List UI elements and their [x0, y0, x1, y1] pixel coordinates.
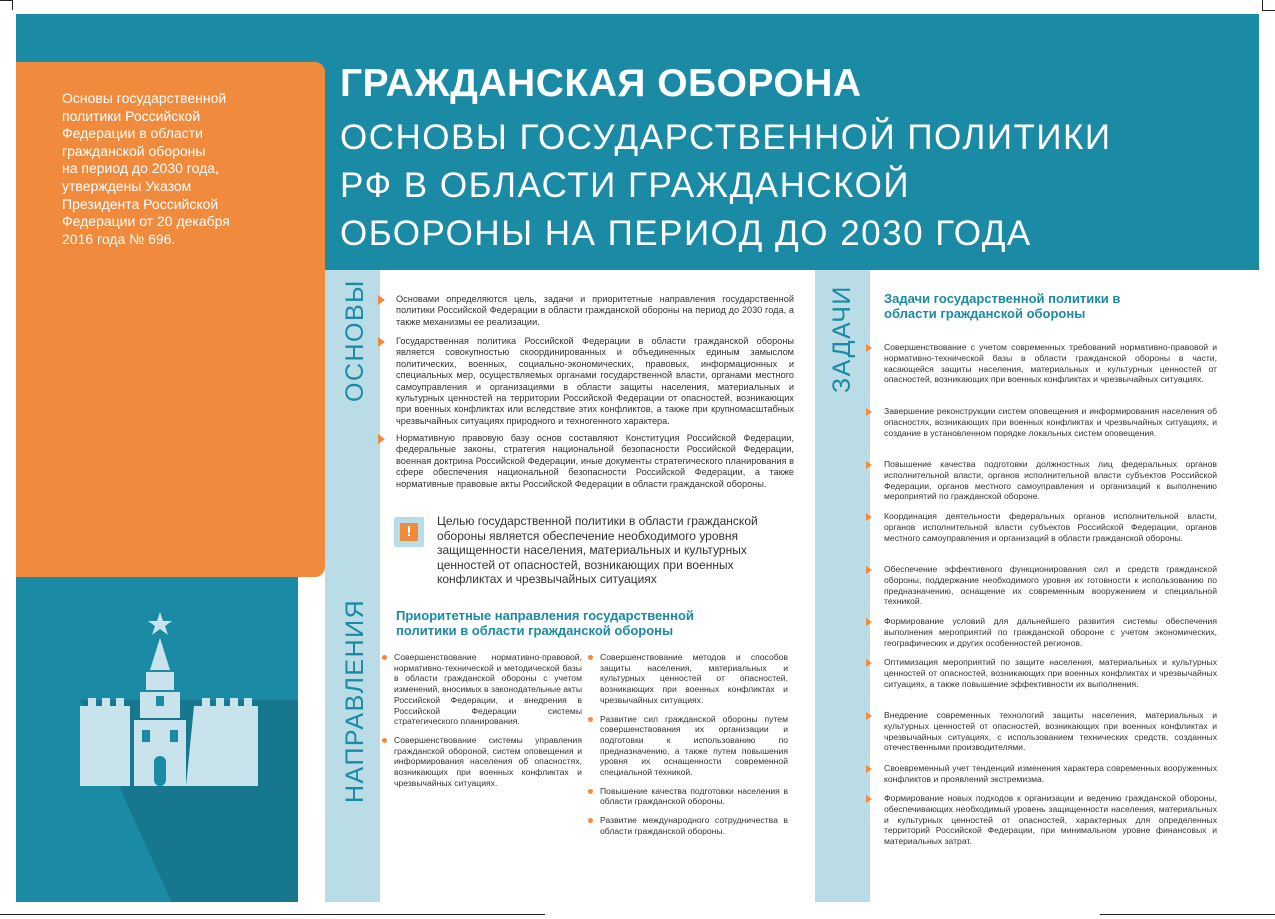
crop-mark-top-left-v [12, 0, 13, 10]
task-item: Повышение качества подготовки должностных лиц федеральных органов исполнительной власти, органов исполнительной власти субъектов Российской Федерации, органов местного самоуправления и организаций к выполнению мероприятий по гражданской обороне. [884, 459, 1217, 502]
arrow-bullet-icon [866, 513, 872, 521]
dot-bullet-icon [588, 655, 593, 660]
task-item: Оптимизация мероприятий по защите населения, материальных и культурных ценностей от опасностей, возникающих при военных конфликтах и чрезвычайных ситуациях, а также повышение эффективности их выполнения. [884, 657, 1217, 689]
arrow-bullet-icon [866, 566, 872, 574]
intro-line: Основы государственной [62, 90, 227, 106]
napravleniya-list-right [588, 652, 788, 845]
dot-bullet-icon [382, 738, 387, 743]
dot-bullet-icon [588, 789, 593, 794]
task-item: Совершенствование с учетом современных требований нормативно-правовой и нормативно-технической базы в области гражданской обороны в части, касающейся защиты населения, материальных и культурных ценностей от опасностей, возникающих при военных конфликтах и чрезвычайных ситуациях. [884, 342, 1217, 385]
crop-mark-top-right-v [1262, 0, 1263, 10]
intro-line: политики Российской [62, 107, 201, 124]
arrow-bullet-icon [378, 434, 385, 444]
arrow-bullet-icon [866, 408, 872, 416]
task-item: Обеспечение эффективного функционирования сил и средств гражданской обороны, поддержание необходимого уровня их готовности к использованию по предназначению, оснащение их современным вооружением и специальной техникой. [884, 564, 1217, 607]
intro-line: гражданской обороны [62, 142, 206, 159]
task-item: Формирование новых подходов к организации и ведению гражданской обороны, обеспечивающих необходимый уровень защищенности населения, материальных и культурных ценностей от опасностей, характерных для определенных территорий Российской Федерации, при минимальном уровне финансовых и материальных затрат. [884, 793, 1217, 847]
list-item: Развитие международного сотрудничества в области гражданской обороны. [588, 815, 788, 836]
osnovy-paragraph: Основами определяются цель, задачи и приоритетные направления государственной политики Российской Федерации в области гражданской обороны на период до 2030 года, а также механизмы ее реализации. [396, 294, 794, 328]
subtitle-line: РФ В ОБЛАСТИ ГРАЖДАНСКОЙ [340, 166, 911, 205]
intro-line: 2016 года № 696. [62, 230, 176, 247]
dot-bullet-icon [588, 717, 593, 722]
kremlin-tower-icon [70, 608, 270, 788]
subtitle-line: ОБОРОНЫ НА ПЕРИОД ДО 2030 ГОДА [340, 214, 1032, 253]
dot-bullet-icon [588, 818, 593, 823]
intro-line: Президента Российской [62, 195, 219, 212]
goal-statement: Целью государственной политики в области гражданской обороны является обеспечение необходимого уровня защищенности населения, материальных и культурных ценностей от опасностей, возникающих при военных конфликтах и чрезвычайных ситуациях [437, 514, 758, 586]
task-item: Координация деятельности федеральных органов исполнительной власти, органов исполнительной власти субъектов Российской Федерации, органов местного самоуправления и организаций в области гражданской обороны. [884, 511, 1217, 543]
intro-line: Федерации от 20 декабря [62, 213, 230, 230]
crop-mark-bottom-right [1100, 914, 1275, 915]
task-item: Формирование условий для дальнейшего развития системы обеспечения выполнения мероприятий по гражданской обороне с учетом экономических, географических и других особенностей регионов. [884, 616, 1217, 648]
arrow-bullet-icon [866, 618, 872, 626]
osnovy-paragraph: Государственная политика Российской Федерации в области гражданской обороны является совокупностью скоординированных и объединенных единым замыслом политических, военных, социально-экономических, правовых, информационных и специальных мер, осуществляемых органами государственной власти, органами местного самоуправления и организациями в области защиты населения, материальных и культурных ценностей на территории Российской Федерации от опасностей, возникающих при военных конфликтах или вследствие этих конфликтов, а также при крупномасштабных чрезвычайных ситуациях природного и техногенного характера. [396, 336, 794, 427]
crop-mark-top-right [1262, 10, 1275, 11]
arrow-bullet-icon [378, 295, 385, 305]
intro-line: Федерации в области [62, 125, 203, 142]
list-item: Развитие сил гражданской обороны путем совершенствования их организации и подготовки к использованию по предназначению, а также путем повышения уровня их оснащенности современной специальной техникой. [588, 714, 788, 778]
arrow-bullet-icon [866, 765, 872, 773]
list-item: Совершенствование методов и способов защиты населения, материальных и культурных ценностей от опасностей, возникающих при военных конфликтах и чрезвычайных ситуациях. [588, 652, 788, 706]
page-title: ГРАЖДАНСКАЯ ОБОРОНА [340, 62, 862, 105]
label-zadachi: ЗАДАЧИ [828, 285, 856, 393]
subtitle-line: ОСНОВЫ ГОСУДАРСТВЕННОЙ ПОЛИТИКИ [340, 118, 1112, 157]
intro-line: утверждены Указом [62, 177, 192, 194]
intro-line: на период до 2030 года, [62, 160, 219, 177]
arrow-bullet-icon [378, 337, 385, 347]
warning-icon: ! [394, 517, 424, 547]
list-item: Совершенствование системы управления гражданской обороной, систем оповещения и информирования населения об опасностях, возникающих при военных конфликтах и чрезвычайных ситуациях. [382, 735, 582, 789]
arrow-bullet-icon [866, 659, 872, 667]
arrow-bullet-icon [866, 712, 872, 720]
crop-mark-top-left [0, 0, 12, 1]
page-subtitle [340, 114, 1240, 258]
osnovy-paragraph: Нормативную правовую базу основ составляют Конституция Российской Федерации, федеральные законы, стратегия национальной безопасности Российской Федерации, военная доктрина Российской Федерации, иные документы стратегического планирования в сфере обеспечения национальной безопасности Российской Федерации, а также нормативные правовые акты Российской Федерации в области гражданской обороны. [396, 433, 794, 490]
label-napravleniya: НАПРАВЛЕНИЯ [341, 598, 369, 803]
intro-text [62, 90, 282, 248]
zadachi-title: Задачи государственной политики в области гражданской обороны [884, 291, 1121, 321]
task-item: Завершение реконструкции систем оповещения и информирования населения об опасностях, возникающих при военных конфликтах и чрезвычайных ситуациях, и создание в установленном порядке локальных систем оповещения. [884, 406, 1217, 438]
task-item: Своевременный учет тенденций изменения характера современных вооруженных конфликтов и проявлений экстремизма. [884, 763, 1217, 785]
task-item: Внедрение современных технологий защиты населения, материальных и культурных ценностей от опасностей, возникающих при военных конфликтах и чрезвычайных ситуациях, с использованием технических средств, созданных отечественными производителями. [884, 710, 1217, 753]
arrow-bullet-icon [866, 795, 872, 803]
intro-box [16, 62, 325, 577]
napravleniya-title: Приоритетные направления государственной политики в области гражданской обороны [396, 608, 694, 638]
label-osnovy: ОСНОВЫ [341, 279, 369, 402]
dot-bullet-icon [382, 655, 387, 660]
arrow-bullet-icon [866, 344, 872, 352]
list-item: Повышение качества подготовки населения в области гражданской обороны. [588, 786, 788, 807]
list-item: Совершенствование нормативно-правовой, нормативно-технической и методической базы в области гражданской обороны с учетом изменений, вносимых в законодательные акты Российской Федерации, и внедрения в Российской Федерации системы стратегического планирования. [382, 652, 582, 727]
napravleniya-list-left [382, 652, 582, 796]
arrow-bullet-icon [866, 461, 872, 469]
crop-mark-bottom [0, 914, 545, 915]
